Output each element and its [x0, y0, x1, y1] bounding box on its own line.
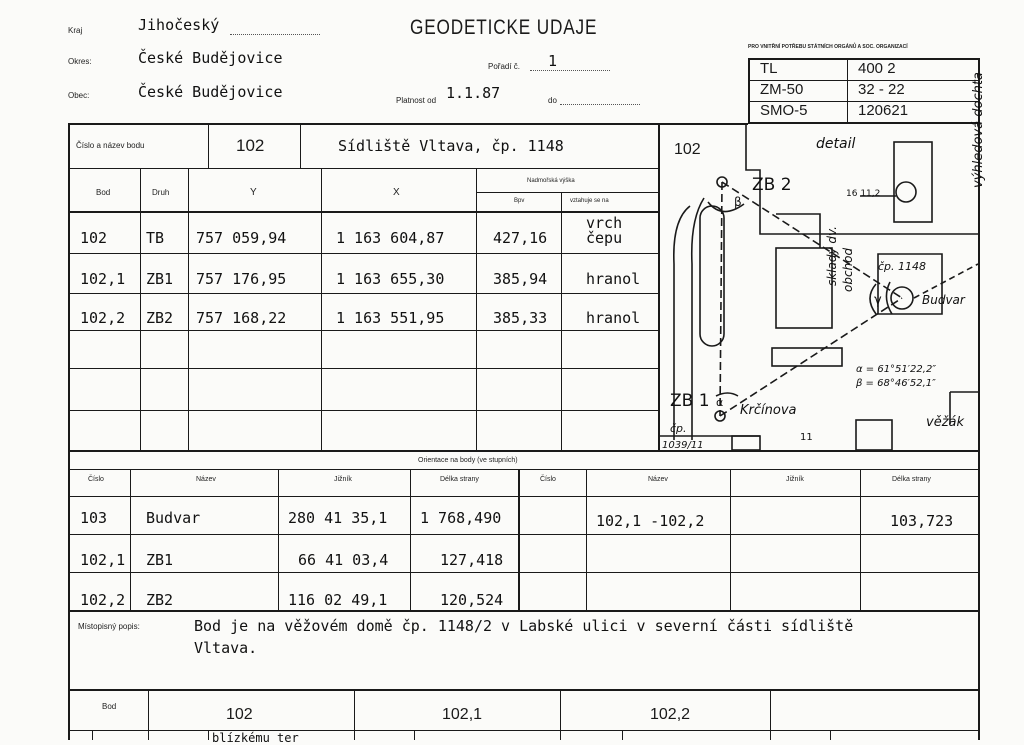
vezak-label: věžák — [926, 415, 965, 430]
or-jizni-header: Jižník — [334, 476, 352, 483]
beta-value: β = 68°46′52,1″ — [856, 378, 936, 389]
or-delka: 120,524 — [440, 591, 504, 609]
or-right-delka: 103,723 — [890, 512, 954, 530]
or-nazev: ZB2 — [146, 591, 174, 609]
distance-label: 16 11,2 — [846, 189, 881, 199]
parking-lot — [700, 206, 724, 346]
beta-angle-label: β — [734, 195, 742, 209]
gamma-angle-label: γ — [874, 293, 882, 308]
obec-label: Obec: — [68, 91, 90, 100]
zb1-label: ZB 1 — [670, 391, 710, 411]
poradi-value: 1 — [548, 52, 558, 70]
or-nazev-header: Název — [196, 476, 216, 483]
row-y: 757 168,22 — [196, 309, 287, 327]
cislo-nazev-label: Číslo a název bodu — [76, 141, 145, 150]
or-cislo2-header: Číslo — [540, 476, 556, 483]
sklady-label: sklady dv. — [825, 226, 839, 286]
row-h: 385,33 — [493, 309, 548, 327]
do-dots — [560, 104, 640, 105]
vyhledova-label: výhledová dochta — [971, 72, 986, 188]
or-right-nazev: 102,1 -102,2 — [596, 512, 705, 530]
row-ref: vrch čepu — [586, 214, 623, 247]
row-ref: hranol — [586, 309, 641, 327]
or-cislo: 102,2 — [80, 591, 126, 609]
or-cislo: 102,1 — [80, 551, 126, 569]
okres-value: České Budějovice — [138, 49, 283, 67]
or-delka: 1 768,490 — [420, 509, 502, 527]
bottom-bod-label: Bod — [102, 702, 117, 711]
or-cislo: 103 — [80, 509, 108, 527]
row-x: 1 163 655,30 — [336, 270, 445, 288]
description-line2: Vltava. — [194, 639, 258, 657]
row-y: 757 059,94 — [196, 229, 287, 247]
or-delka2-header: Délka strany — [892, 476, 931, 483]
krcinova-label: Krčínova — [740, 403, 797, 418]
row-x: 1 163 551,95 — [336, 309, 445, 327]
or-jizni2-header: Jižník — [786, 476, 804, 483]
detail-point-icon — [896, 182, 916, 202]
warehouse-building — [776, 248, 832, 328]
cp-1039-label: 1039/11 — [662, 440, 704, 451]
detail-building — [894, 142, 932, 222]
budvar-label: Budvar — [922, 293, 965, 307]
kraj-dots — [230, 34, 320, 35]
description-label: Místopisný popis: — [78, 622, 140, 631]
kraj-value: Jihočeský — [138, 16, 220, 34]
row-druh: ZB1 — [146, 270, 174, 288]
col-vyska-header: Nadmořská výška — [527, 178, 575, 184]
row-bod: 102,1 — [80, 270, 126, 288]
point-number-right: 102 — [674, 141, 701, 158]
row-y: 757 176,95 — [196, 270, 287, 288]
or-delka: 127,418 — [440, 551, 504, 569]
bottom-col-102: 102 — [226, 706, 253, 723]
bottom-col-1021: 102,1 — [442, 706, 483, 723]
col-vztahuje-header: vztahuje se na — [570, 198, 609, 204]
sheet-smo-label: SMO-5 — [760, 102, 808, 119]
sheet-tl-value: 400 2 — [858, 60, 896, 77]
row-druh: TB — [146, 229, 165, 247]
poradi-label: Pořadí č. — [488, 62, 521, 71]
tower-point-icon — [891, 287, 913, 309]
sheet-zm-value: 32 - 22 — [858, 81, 905, 98]
or-jizni: 66 41 03,4 — [298, 551, 389, 569]
or-nazev: Budvar — [146, 509, 201, 527]
or-cislo-header: Číslo — [88, 476, 104, 483]
row-bod: 102,2 — [80, 309, 126, 327]
sheet-zm-label: ZM-50 — [760, 81, 804, 98]
sheet-tl-label: TL — [760, 60, 778, 77]
or-jizni: 280 41 35,1 — [288, 509, 388, 527]
description-line1: Bod je na věžovém domě čp. 1148/2 v Labské ulici v severní části sídliště — [194, 617, 854, 635]
do-label: do — [548, 96, 557, 105]
or-nazev: ZB1 — [146, 551, 174, 569]
point-number: 102 — [236, 136, 265, 155]
or-nazev2-header: Název — [648, 476, 668, 483]
row-h: 427,16 — [493, 229, 548, 247]
col-druh-header: Druh — [152, 188, 170, 197]
platnost-value: 1.1.87 — [446, 84, 501, 102]
alpha-value: α = 61°51′22,2″ — [856, 364, 937, 375]
bottom-col-1022: 102,2 — [650, 706, 691, 723]
obchod-label: obchod — [841, 247, 855, 292]
obec-value: České Budějovice — [138, 83, 283, 101]
kraj-label: Kraj — [68, 26, 83, 35]
alpha-angle-label: α — [716, 396, 724, 409]
col-y-header: Y — [250, 187, 257, 198]
sheet-smo-value: 120621 — [858, 102, 909, 119]
col-x-header: X — [393, 187, 400, 198]
cp-label: čp. — [670, 422, 687, 435]
okres-label: Okres: — [68, 57, 92, 66]
poradi-dots — [530, 70, 610, 71]
or-jizni: 116 02 49,1 — [288, 591, 388, 609]
page-title: GEODETICKE UDAJE — [410, 16, 598, 39]
row-h: 385,94 — [493, 270, 548, 288]
row-druh: ZB2 — [146, 309, 174, 327]
point-name: Sídliště Vltava, čp. 1148 — [338, 137, 564, 155]
eleven-label: 11 — [800, 432, 813, 443]
platnost-label: Platnost od — [396, 96, 437, 105]
row-bod: 102 — [80, 229, 108, 247]
bottom-partial-text: blízkému ter — [212, 731, 299, 745]
orientation-title: Orientace na body (ve stupních) — [418, 457, 518, 464]
row-ref: hranol — [586, 270, 641, 288]
col-bpv-header: Bpv — [514, 198, 525, 204]
restriction-note: PRO VNITŘNÍ POTŘEBU STÁTNÍCH ORGÁNŮ A SOC. ORGANIZACÍ — [748, 44, 908, 50]
detail-label: detail — [816, 136, 856, 152]
cp-1148-label: čp. 1148 — [878, 260, 927, 273]
col-bod-header: Bod — [96, 188, 111, 197]
row-x: 1 163 604,87 — [336, 229, 445, 247]
or-delka-header: Délka strany — [440, 476, 479, 483]
zb2-label: ZB 2 — [752, 175, 792, 195]
